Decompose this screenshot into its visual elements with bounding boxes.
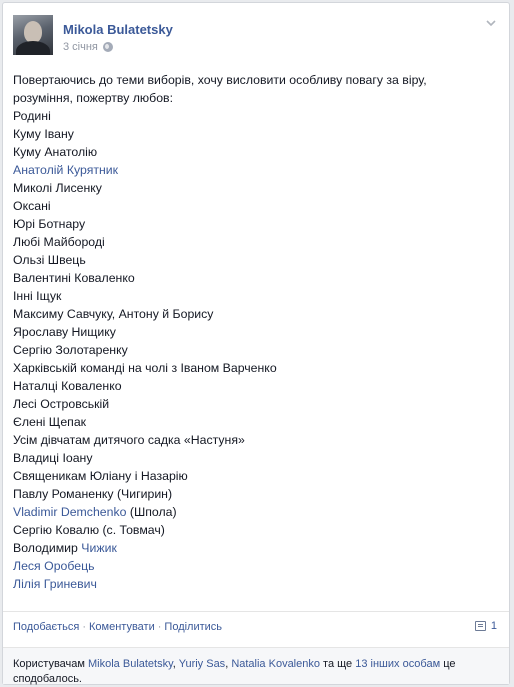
share-button[interactable]: Поділитись bbox=[164, 621, 223, 633]
user-link[interactable]: Анатолій Курятник bbox=[13, 163, 119, 177]
comment-bubble-icon bbox=[475, 621, 486, 631]
likes-summary bbox=[3, 647, 509, 684]
likes-prefix: Користувачам bbox=[13, 658, 89, 670]
chevron-down-icon[interactable] bbox=[485, 17, 497, 29]
likes-middle: та ще bbox=[319, 658, 356, 670]
post-line: Родині bbox=[13, 109, 51, 123]
like-button[interactable]: Подобається bbox=[13, 621, 80, 633]
action-separator: · bbox=[157, 621, 162, 633]
avatar-head bbox=[24, 21, 42, 43]
post-line: Павлу Романенку (Чигирин) bbox=[13, 487, 173, 501]
author-name[interactable]: Mikola Bulatetsky bbox=[63, 22, 173, 37]
post-lines bbox=[13, 521, 497, 539]
post-header bbox=[13, 15, 499, 63]
post-line: Миколі Лисенку bbox=[13, 181, 102, 195]
user-link-demchenko[interactable]: Vladimir Demchenko bbox=[13, 505, 127, 519]
post-line: Інні Іщук bbox=[13, 289, 62, 303]
post-line bbox=[13, 503, 497, 521]
post-line: Ярославу Нищику bbox=[13, 325, 116, 339]
post-line: Валентині Коваленко bbox=[13, 271, 135, 285]
post-meta bbox=[63, 41, 113, 53]
user-link-chyzhyk[interactable]: Чижик bbox=[81, 541, 117, 555]
globe-icon bbox=[103, 42, 113, 52]
post-line: Ользі Швець bbox=[13, 253, 86, 267]
post-line: Єлені Щепак bbox=[13, 415, 87, 429]
likes-separator: , bbox=[225, 658, 232, 670]
post-line: Владиці Іоану bbox=[13, 451, 93, 465]
post-intro-line: Повертаючись до теми виборів, хочу висловити особливу повагу за віру, bbox=[13, 73, 427, 87]
likes-separator: , bbox=[172, 658, 179, 670]
post-line bbox=[13, 539, 497, 557]
post-line: Наталці Коваленко bbox=[13, 379, 122, 393]
post-line: Лесі Островській bbox=[13, 397, 110, 411]
post-line: Любі Майбороді bbox=[13, 235, 105, 249]
post-line: Харківській команді на чолі з Іваном Варченко bbox=[13, 361, 277, 375]
like-user-link[interactable]: Yuriy Sas bbox=[178, 658, 226, 670]
post-lines bbox=[13, 557, 497, 593]
post-content bbox=[13, 71, 497, 593]
divider bbox=[3, 611, 509, 612]
like-user-link[interactable]: Natalia Kovalenko bbox=[231, 658, 320, 670]
user-link[interactable]: Лілія Гриневич bbox=[13, 577, 97, 591]
comment-count[interactable] bbox=[475, 620, 497, 632]
comment-count-value: 1 bbox=[490, 620, 497, 632]
author-avatar[interactable] bbox=[13, 15, 53, 55]
post-line-prefix: Володимир bbox=[13, 541, 82, 555]
post-line: Максиму Савчуку, Антону й Борису bbox=[13, 307, 214, 321]
post-lines bbox=[13, 107, 497, 503]
likes-others-link[interactable]: 13 інших особам bbox=[355, 658, 441, 670]
post-date[interactable]: 3 січня bbox=[63, 41, 98, 53]
like-user-link[interactable]: Mikola Bulatetsky bbox=[88, 658, 173, 670]
post-line: Куму Анатолію bbox=[13, 145, 98, 159]
likes-suffix: це сподобалось. bbox=[13, 658, 456, 685]
user-link[interactable]: Леся Оробець bbox=[13, 559, 95, 573]
post-line: Сергію Ковалю (с. Товмач) bbox=[13, 523, 165, 537]
post-line: Куму Івану bbox=[13, 127, 74, 141]
post-card bbox=[2, 2, 510, 685]
post-line-suffix: (Шпола) bbox=[126, 505, 177, 519]
action-separator: · bbox=[82, 621, 86, 633]
post-line: Усім дівчатам дитячого садка «Настуня» bbox=[13, 433, 245, 447]
post-actions bbox=[13, 621, 222, 633]
post-intro-line: розуміння, пожертву любов: bbox=[13, 91, 173, 105]
post-line: Священикам Юліану і Назарію bbox=[13, 469, 188, 483]
post-line: Оксані bbox=[13, 199, 51, 213]
avatar-body bbox=[16, 41, 50, 55]
post-line: Юрі Ботнару bbox=[13, 217, 86, 231]
comment-button[interactable]: Коментувати bbox=[89, 621, 155, 633]
post-line: Сергію Золотаренку bbox=[13, 343, 128, 357]
